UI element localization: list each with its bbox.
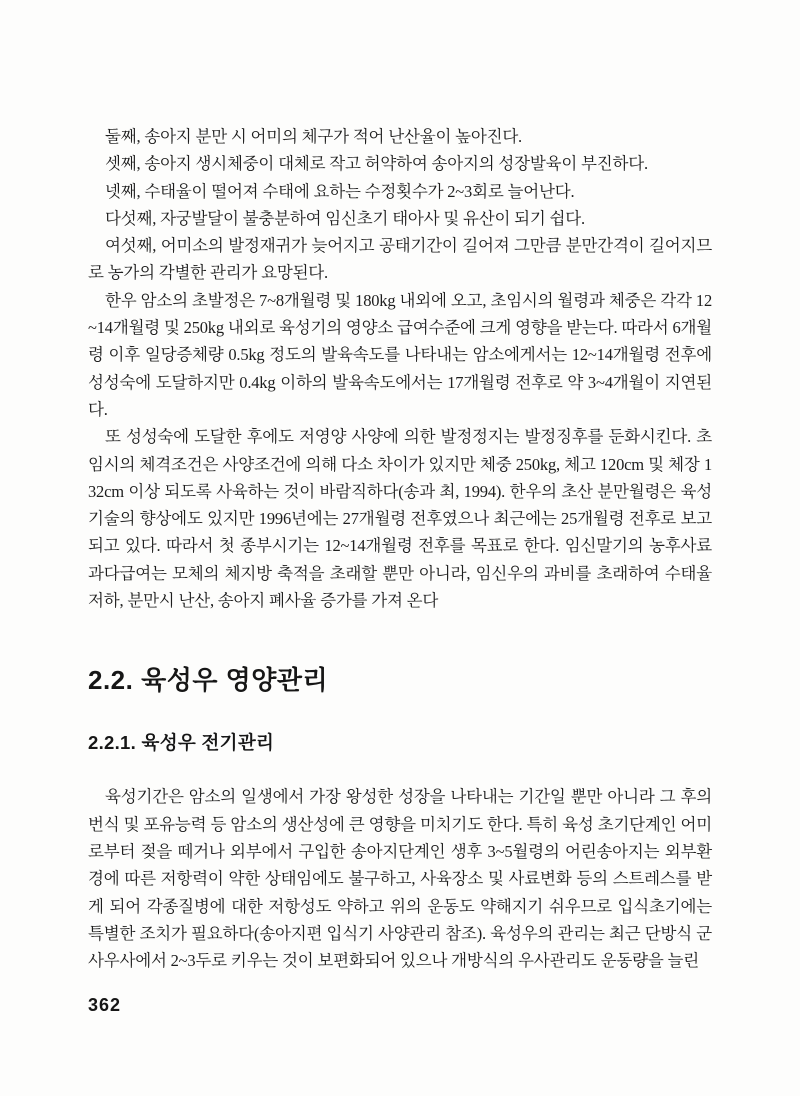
paragraph-first-estrus: 한우 암소의 초발정은 7~8개월령 및 180kg 내외에 오고, 초임시의 월령과 체중은 각각 12~14개월령 및 250kg 내외로 육성기의 영양소 급여수준에 크게 영향을 받는다. 따라서 6개월령 이후 일당증체량 0.5kg 정도의 발육속도를 나타내는 암소에게서는 12~14개월령 전후에 성성숙에 도달하지만 0.4kg 이하의 발육속도에서는 17개월령 전후로 약 3~4개월이 지연된다.: [88, 290, 712, 419]
list-item-third: 셋째, 송아지 생시체중이 대체로 작고 허약하여 송아지의 성장발육이 부진하다.: [105, 154, 648, 174]
page-number: 362: [88, 995, 122, 1015]
list-item-fifth: 다섯째, 자궁발달이 불충분하여 임신초기 태아사 및 유산이 되기 쉽다.: [105, 208, 585, 228]
subsection-heading: 2.2.1. 육성우 전기관리: [88, 732, 275, 754]
section-heading: 2.2. 육성우 영양관리: [88, 665, 329, 696]
paragraph-rearing-period: 육성기간은 암소의 일생에서 가장 왕성한 성장을 나타내는 기간일 뿐만 아니라 그 후의 번식 및 포유능력 등 암소의 생산성에 큰 영향을 미치기도 한다. 특히 육성 초기단계인 어미로부터 젖을 떼거나 외부에서 구입한 송아지단계인 생후 3~5월령의 어린송아지는 외부환경에 따른 저항력이 약한 상태임에도 불구하고, 사육장소 및 사료변화 등의 스트레스를 받게 되어 각종질병에 대한 저항성도 약하고 위의 운동도 약해지기 쉬우므로 입식초기에는 특별한 조치가 필요하다(송아지편 입식기 사양관리 참조). 육성우의 관리는 최근 단방식 군사우사에서 2~3두로 키우는 것이 보편화되어 있으나 개방식의 우사관리도 운동량을 늘린: [88, 787, 712, 971]
list-item-fourth: 넷째, 수태율이 떨어져 수태에 요하는 수정횟수가 2~3회로 늘어난다.: [105, 181, 575, 201]
text-block: [88, 123, 712, 974]
paragraph-sexual-maturity: 또 성성숙에 도달한 후에도 저영양 사양에 의한 발정정지는 발정징후를 둔화시킨다. 초임시의 체격조건은 사양조건에 의해 다소 차이가 있지만 체중 250kg, 체고 120cm 및 체장 132cm 이상 되도록 사육하는 것이 바람직하다(송과 최, 1994). 한우의 초산 분만월령은 육성기술의 향상에도 있지만 1996년에는 27개월령 전후였으나 최근에는 25개월령 전후로 보고되고 있다. 따라서 첫 종부시기는 12~14개월령 전후를 목표로 한다. 임신말기의 농후사료 과다급여는 모체의 체지방 축적을 초래할 뿐만 아니라, 임신우의 과비를 초래하여 수태율 저하, 분만시 난산, 송아지 폐사율 증가를 가져 온다: [88, 427, 712, 611]
list-item-sixth: 여섯째, 어미소의 발정재귀가 늦어지고 공태기간이 길어져 그만큼 분만간격이 길어지므로 농가의 각별한 관리가 요망된다.: [88, 236, 712, 283]
list-item-second: 둘째, 송아지 분만 시 어미의 체구가 적어 난산율이 높아진다.: [105, 127, 522, 146]
